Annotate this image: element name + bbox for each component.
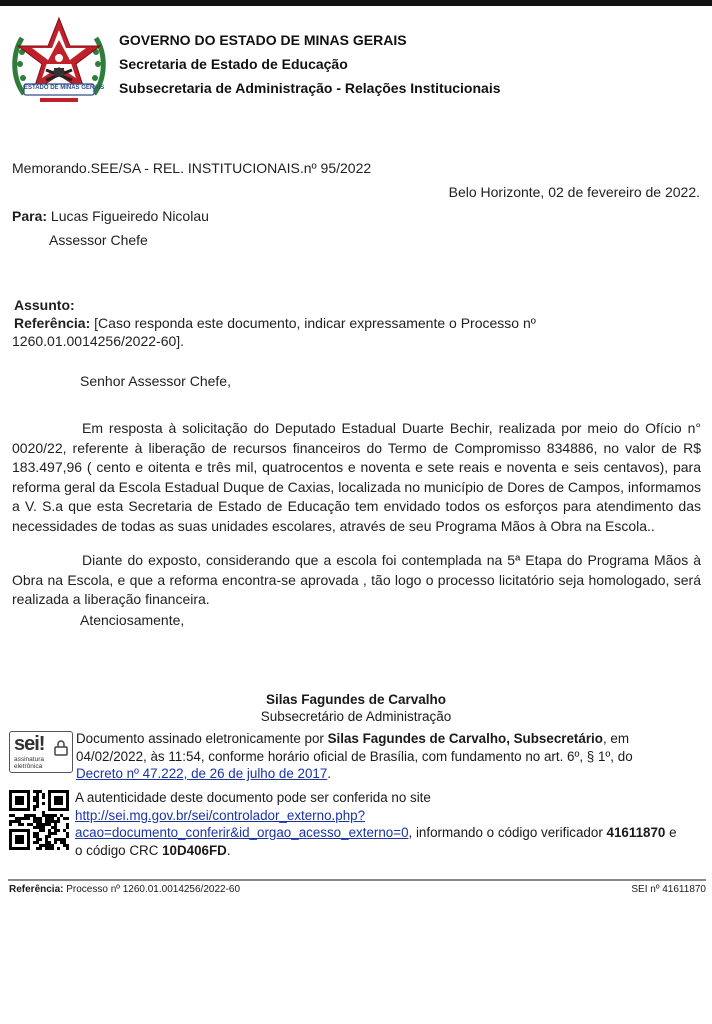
place-date: Belo Horizonte, 02 de fevereiro de 2022. bbox=[448, 184, 700, 200]
sei-logo-sub2: eletrônica bbox=[14, 763, 43, 770]
crc-prefix: o código CRC bbox=[75, 842, 163, 858]
header-government: GOVERNO DO ESTADO DE MINAS GERAIS bbox=[119, 32, 407, 48]
sei-logo-word: sei! bbox=[14, 733, 45, 755]
footer-ref-text: Processo nº 1260.01.0014256/2022-60 bbox=[63, 884, 241, 895]
decree-link[interactable]: Decreto nº 47.222, de 26 de julho de 2017 bbox=[76, 766, 328, 781]
sei-signature-logo bbox=[9, 731, 73, 773]
crc-code: 10D406FD bbox=[162, 842, 227, 858]
auth-mid: , informando o código verificador bbox=[408, 825, 607, 840]
sig-end: . bbox=[327, 766, 332, 781]
reference-text: [Caso responda este documento, indicar expressamente o Processo nº bbox=[94, 315, 536, 331]
reference-process: 1260.01.0014256/2022-60]. bbox=[12, 333, 185, 349]
recipient-line bbox=[12, 208, 209, 224]
signer-name: Silas Fagundes de Carvalho bbox=[265, 692, 447, 707]
auth-and: e bbox=[665, 825, 677, 840]
crc-end: . bbox=[226, 842, 231, 858]
verification-link-2[interactable]: acao=documento_conferir&id_orgao_acesso_externo=0 bbox=[75, 825, 409, 840]
sig-text-b: , em bbox=[602, 731, 629, 746]
recipient-title: Assessor Chefe bbox=[49, 232, 148, 248]
body-paragraph-1 bbox=[12, 419, 701, 536]
sei-logo-sub1: assinatura bbox=[14, 756, 44, 763]
reference-label: Referência: bbox=[14, 315, 91, 331]
qr-code-icon bbox=[9, 790, 69, 850]
reference-line bbox=[14, 315, 536, 331]
memo-number: Memorando.SEE/SA - REL. INSTITUCIONAIS.nº 95/2022 bbox=[12, 160, 372, 176]
header-subsecretariat: Subsecretaria de Administração - Relações Institucionais bbox=[119, 80, 501, 96]
paragraph-1-text: Em resposta à solicitação do Deputado Estadual Duarte Bechir, realizada por meio do Ofício n° 0020/22, referente à liberação de recursos financeiros do Termo de Compromisso 834886, no valor de R$ 183.497,96 ( cento e oitenta e três mil, quatrocentos e noventa e sete reais e noventa e seis centavos), para reforma geral da Escola Estadual Duque de Caxias, localizada no município de Dores de Campos, informamos a V. S.a que esta Secretaria de Estado de Educação tem envidado todos os esforços para atendimento das necessidades de todas as suas unidades escolares, através de seu Programa Mãos à Obra na Escola.. bbox=[12, 420, 701, 534]
to-label: Para: bbox=[12, 208, 48, 224]
footer-sei-number: SEI nº 41611870 bbox=[631, 884, 706, 895]
signature-statement bbox=[76, 730, 633, 783]
subject-label: Assunto: bbox=[14, 297, 75, 313]
verification-link-1[interactable]: http://sei.mg.gov.br/sei/controlador_externo.php? bbox=[75, 807, 366, 823]
state-seal-icon bbox=[10, 14, 108, 106]
authenticity-statement bbox=[75, 789, 677, 859]
salutation: Senhor Assessor Chefe, bbox=[80, 373, 231, 389]
sig-text-a: Documento assinado eletronicamente por bbox=[76, 731, 328, 746]
auth-line-1: A autenticidade deste documento pode ser conferida no site bbox=[75, 790, 431, 805]
footer-ref-label: Referência: bbox=[9, 884, 64, 895]
footer-divider bbox=[8, 879, 706, 881]
seal-ribbon-text: ESTADO DE MINAS GERAIS bbox=[24, 85, 105, 91]
recipient-name: Lucas Figueiredo Nicolau bbox=[50, 208, 209, 224]
lock-icon bbox=[54, 740, 68, 761]
footer-reference bbox=[9, 884, 240, 895]
closing: Atenciosamente, bbox=[80, 612, 185, 628]
signer-role: Subsecretário de Administração bbox=[260, 709, 452, 724]
top-border bbox=[0, 0, 712, 6]
verification-code: 41611870 bbox=[606, 825, 666, 840]
sig-signer: Silas Fagundes de Carvalho, Subsecretário bbox=[327, 731, 603, 746]
sig-line-2: 04/02/2022, às 11:54, conforme horário oficial de Brasília, com fundamento no art. 6º, § 1º, do bbox=[76, 748, 633, 764]
body-paragraph-2 bbox=[12, 551, 701, 610]
paragraph-2-text: Diante do exposto, considerando que a escola foi contemplada na 5ª Etapa do Programa Mãos à Obra na Escola, e que a reforma encontra-se aprovada , tão logo o processo licitatório seja homologado, será realizada a liberação financeira. bbox=[12, 552, 701, 607]
header-secretariat: Secretaria de Estado de Educação bbox=[119, 56, 348, 72]
